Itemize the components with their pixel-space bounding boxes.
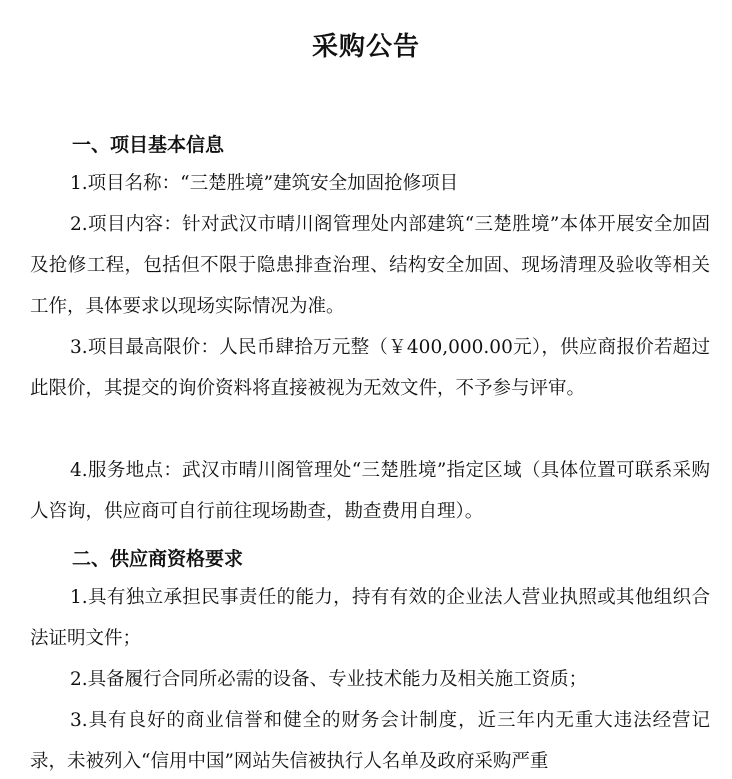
paragraph-requirement-3: 3.具有良好的商业信誉和健全的财务会计制度，近三年内无重大违法经营记录，未被列入“信用中国”网站失信被执行人名单及政府采购严重 xyxy=(30,710,710,772)
section-heading-basic-info: 一、项目基本信息 xyxy=(72,134,225,156)
paragraph-service-location: 4.服务地点：武汉市晴川阁管理处“三楚胜境”指定区域（具体位置可联系采购人咨询，供应商可自行前往现场勘查，勘查费用自理）。 xyxy=(30,460,710,522)
page-title: 采购公告 xyxy=(311,32,420,62)
paragraph-requirement-2: 2.具备履行合同所必需的设备、专业技术能力及相关施工资质； xyxy=(70,669,588,690)
paragraph-project-content: 2.项目内容：针对武汉市晴川阁管理处内部建筑“三楚胜境”本体开展安全加固及抢修工程，包括但不限于隐患排查治理、结构安全加固、现场清理及验收等相关工作，具体要求以现场实际情况为准。 xyxy=(30,214,710,317)
paragraph-requirement-1: 1.具有独立承担民事责任的能力，持有有效的企业法人营业执照或其他组织合法证明文件； xyxy=(30,587,710,649)
section-heading-supplier-requirements: 二、供应商资格要求 xyxy=(72,548,244,570)
paragraph-project-name: 1.项目名称：“三楚胜境”建筑安全加固抢修项目 xyxy=(70,173,459,194)
paragraph-price-limit: 3.项目最高限价：人民币肆拾万元整（￥400,000.00元），供应商报价若超过此限价，其提交的询价资料将直接被视为无效文件，不予参与评审。 xyxy=(30,337,710,399)
